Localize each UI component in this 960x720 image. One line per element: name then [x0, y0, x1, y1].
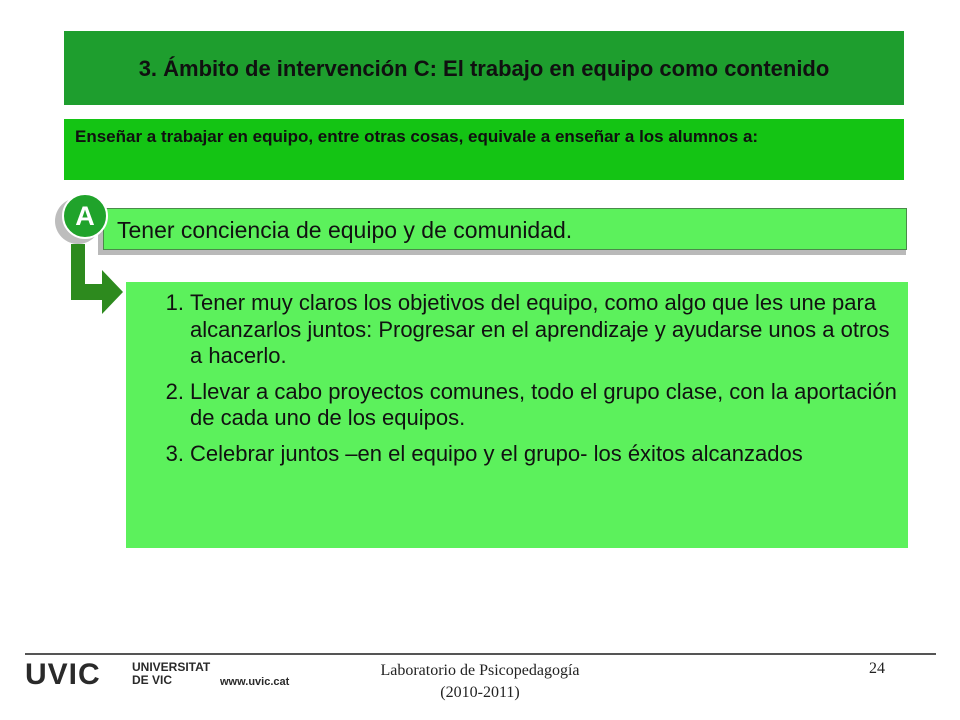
list-item-text: Tener muy claros los objetivos del equipo, como algo que les une para alcanzarlos juntos: Progresar en el aprendizaje y ayudarse unos a otros a hacerlo. [190, 290, 890, 368]
slide-title-text: 3. Ámbito de intervención C: El trabajo en equipo como contenido [138, 55, 830, 81]
footer-caption-line-1: Laboratorio de Psicopedagogía [380, 662, 580, 679]
slide-subtitle [64, 119, 904, 180]
footer-caption-line-2: (2010-2011) [440, 684, 520, 701]
list-item [126, 379, 900, 432]
logo-line-2: DE VIC [132, 673, 173, 687]
footer-divider [25, 653, 936, 655]
footer-url: www.uvic.cat [220, 676, 290, 688]
section-badge-letter: A [75, 200, 95, 231]
page-number: 24 [869, 660, 885, 677]
list-item-number: 2. [165, 378, 184, 404]
concept-box [103, 208, 907, 250]
list-item [126, 441, 900, 468]
uvic-logo: UVIC [25, 658, 101, 691]
list-item-number: 1. [165, 290, 184, 315]
slide-title [64, 31, 904, 105]
list-item-text: Celebrar juntos –en el equipo y el grupo- los éxitos alcanzados [190, 440, 803, 466]
objectives-box [126, 282, 908, 548]
list-item [126, 290, 900, 370]
bent-arrow-icon [68, 244, 124, 320]
slide-subtitle-text: Enseñar a trabajar en equipo, entre otras cosas, equivale a enseñar a los alumnos a: [75, 127, 759, 146]
logo-line-1: UNIVERSITAT [132, 660, 211, 674]
footer-caption [330, 660, 630, 704]
concept-text: Tener conciencia de equipo y de comunidad. [117, 217, 573, 243]
list-item-text: Llevar a cabo proyectos comunes, todo el grupo clase, con la aportación de cada uno de los equipos. [190, 378, 897, 430]
objectives-list [126, 290, 900, 467]
list-item-number: 3. [165, 440, 184, 466]
uvic-logo-text [132, 661, 210, 687]
section-badge [62, 193, 108, 239]
